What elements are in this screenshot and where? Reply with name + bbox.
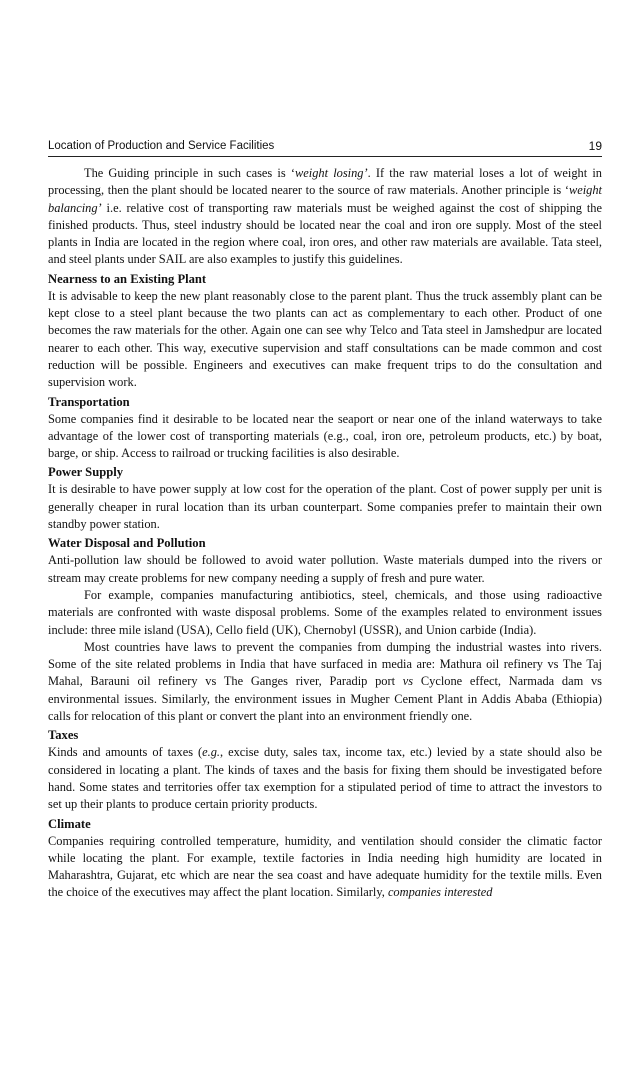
intro-paragraph: The Guiding principle in such cases is ‘weight losing’. If the raw material loses a lot of weight in processing, then the plant should be located nearer to the source of raw materials. Another principle is ‘weight balancing’ i.e. relative cost of transporting raw materials must be weighed against the cost of shipping the finished products. Thus, steel industry should be located near the coal and iron ore supply. Most of the steel plants in India are located in the region where coal, iron ores, and other raw materials are available. Tata steel, and steel plants under SAIL are also examples to justify this guidelines. [48, 166, 603, 267]
heading-nearness: Nearness to an Existing Plant [48, 271, 207, 286]
paragraph-transportation: Some companies find it desirable to be located near the seaport or near one of the inland waterways to take advantage of the lower cost of transporting materials (e.g., coal, iron ore, petroleum products, etc.) by boat, barge, or ship. Access to railroad or trucking facilities is also desirable. [48, 411, 602, 461]
paragraph-water-2: For example, companies manufacturing antibiotics, steel, chemicals, and those using radioactive materials are confronted with waste disposal problems. Some of the examples related to environment issues include: three mile island (USA), Cello field (UK), Chernobyl (USSR), and Union carbide (India). [48, 587, 602, 637]
heading-power-supply: Power Supply [48, 465, 123, 480]
heading-water-disposal: Water Disposal and Pollution [48, 536, 206, 551]
running-header-title: Location of Production and Service Facilities [48, 140, 275, 152]
page-body [48, 165, 602, 902]
paragraph-taxes: Kinds and amounts of taxes (e.g., excise duty, sales tax, income tax, etc.) levied by a state should also be considered in locating a plant. The kinds of taxes and the basis for fixing them should be investigated before hand. Some states and territories offer tax exemption for a stipulated period of time to attract the investors to set up their plants to produce certain priority products. [48, 745, 602, 812]
page-number: 19 [588, 139, 602, 153]
paragraph-nearness: It is advisable to keep the new plant reasonably close to the parent plant. Thus the truck assembly plant can be kept close to a steel plant because the two plants can act as complementary to each other. Product of one becomes the raw materials for the other. Again one can see why Telco and Tata steel in Jamshedpur are located nearer to each other. This way, executive supervision and staff consultations can be made common and cost reduction will be possible. Engineers and executives can make frequent trips to do the consultation and supervision work. [48, 288, 602, 390]
heading-transportation: Transportation [48, 394, 130, 409]
running-header [48, 139, 602, 157]
heading-climate: Climate [48, 816, 91, 831]
paragraph-water-3: Most countries have laws to prevent the companies from dumping the industrial wastes into rivers. Some of the site related problems in India that have surfaced in media are: Mathura oil refinery vs The Taj Mahal, Barauni oil refinery vs The Ganges river, Paradip port vs Cyclone effect, Narmada dam vs environmental issues. Similarly, the environment issues in Mugher Cement Plant in Addis Ababa (Ethiopia) calls for relocation of this plant or convert the plant into an environment friendly one. [48, 639, 602, 724]
paragraph-climate: Companies requiring controlled temperature, humidity, and ventilation should consider the climatic factor while locating the plant. For example, textile factories in India needing high humidity are located in Maharashtra, Gujarat, etc which are near the sea coast and have adequate humidity for the textile mills. Even the choice of the executives may affect the plant location. Similarly, companies interested [48, 833, 602, 900]
paragraph-water-1: Anti-pollution law should be followed to avoid water pollution. Waste materials dumped into the rivers or stream may create problems for new company needing a supply of fresh and pure water. [48, 553, 602, 585]
heading-taxes: Taxes [48, 728, 79, 743]
paragraph-power-supply: It is desirable to have power supply at low cost for the operation of the plant. Cost of power supply per unit is generally cheaper in rural location than its urban counterpart. Some companies prefer to maintain their own standby power station. [48, 482, 602, 532]
